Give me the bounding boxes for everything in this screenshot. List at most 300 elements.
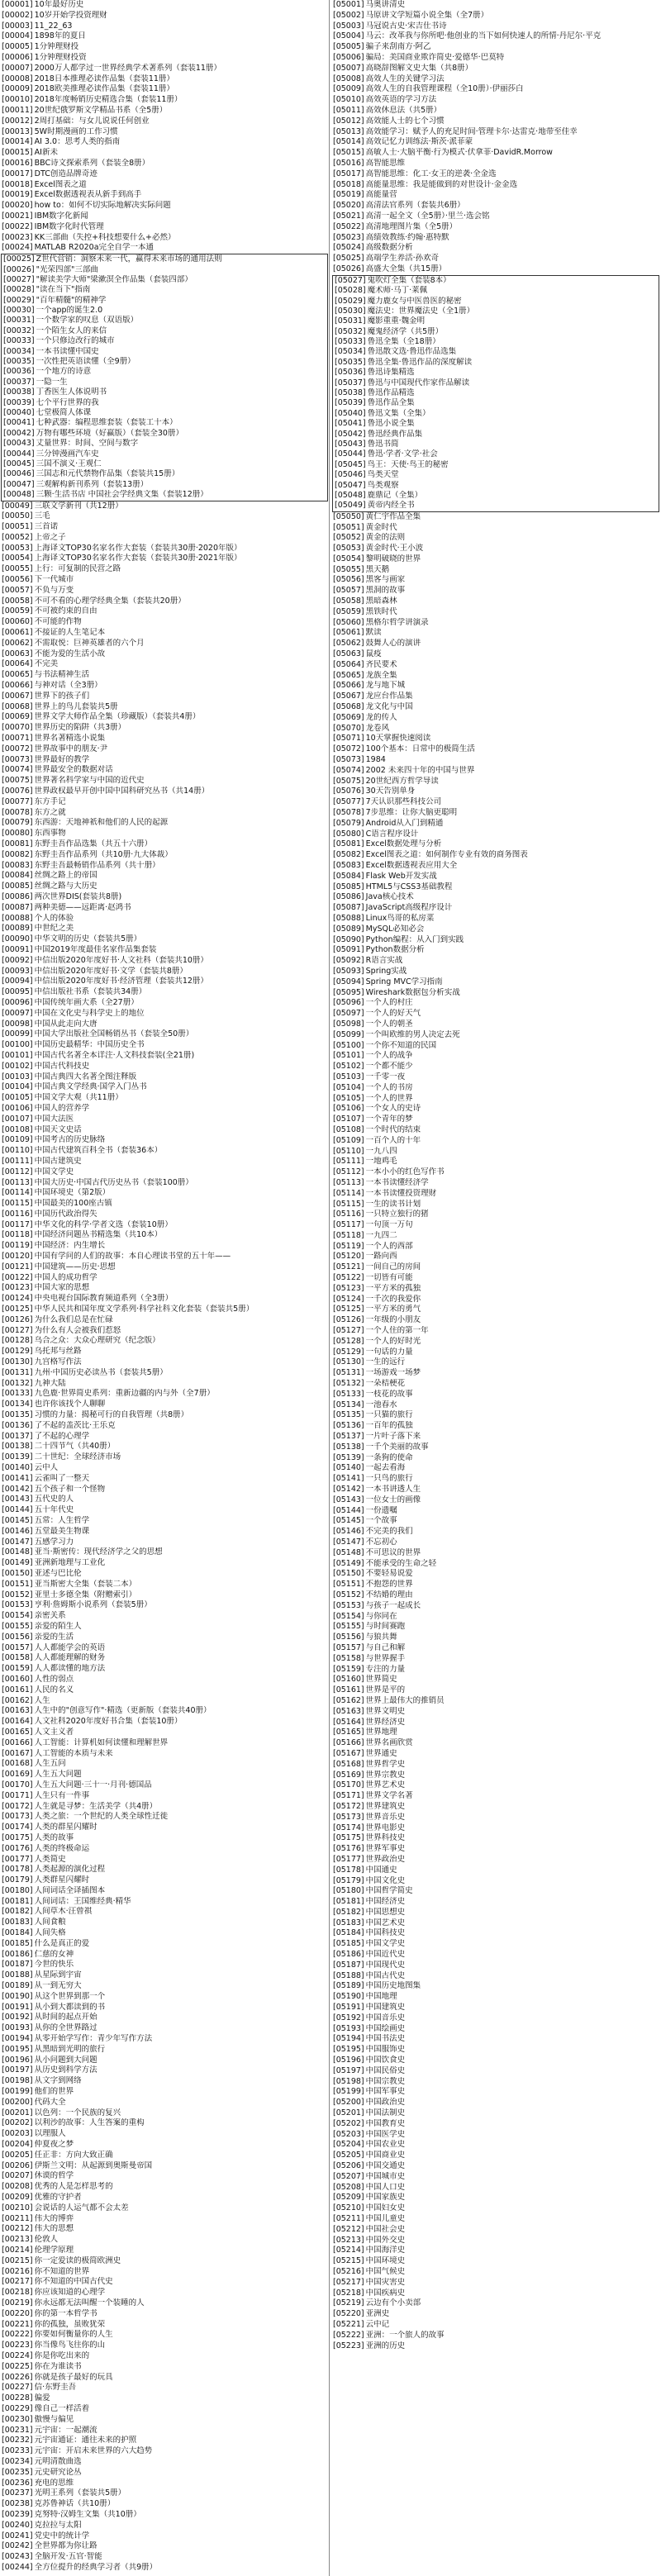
list-item <box>331 2161 660 2172</box>
item-title: 马奥讲清史 <box>365 0 406 9</box>
item-code: [00208] <box>2 2182 33 2192</box>
item-title: 中国古代建筑百科全书（套装36本） <box>34 1146 163 1156</box>
item-code: [05147] <box>333 1538 364 1547</box>
list-item <box>331 1992 660 2003</box>
item-title: 云中人 <box>34 1463 59 1473</box>
list-item <box>331 1019 660 1030</box>
item-code: [05048] <box>335 490 366 500</box>
list-item <box>331 1125 660 1136</box>
item-title: 中国有学问的人们的故事：本自心理读书堂的五十年—— <box>34 1252 231 1262</box>
list-item <box>331 586 660 596</box>
item-code: [05135] <box>333 1410 364 1420</box>
item-code: [05212] <box>333 2224 364 2234</box>
item-code: [00071] <box>2 734 33 744</box>
item-title: 魔力鹿女与中医兽医的秘密 <box>367 296 462 306</box>
item-title: 中国法制史 <box>365 2108 406 2118</box>
list-item <box>0 1283 329 1294</box>
item-code: [00118] <box>2 1230 33 1240</box>
list-item <box>331 1390 660 1400</box>
list-item <box>2 357 327 367</box>
item-title: Python数据分析 <box>365 945 425 955</box>
item-code: [05201] <box>333 2108 364 2118</box>
list-item <box>331 95 660 106</box>
item-title: 世界电影史 <box>365 1823 406 1832</box>
list-item <box>0 2182 329 2193</box>
item-title: 10天掌握快速阅读 <box>365 734 431 744</box>
item-title: 像自己一样活着 <box>34 2403 90 2413</box>
item-code: [05174] <box>333 1823 364 1832</box>
list-item <box>0 998 329 1009</box>
item-code: [05167] <box>333 1748 364 1758</box>
item-title: 一平方米的勇气 <box>365 1305 421 1314</box>
list-item <box>0 734 329 744</box>
list-item <box>331 2087 660 2098</box>
item-title: 中世纪之美 <box>34 924 74 934</box>
item-code: [05010] <box>333 95 364 105</box>
item-code: [05172] <box>333 1801 364 1811</box>
list-item <box>0 31 329 42</box>
item-code: [00183] <box>2 1918 33 1927</box>
list-item <box>2 347 327 357</box>
item-title: 一个你不知道的民国 <box>365 1040 437 1050</box>
item-title: 中国现代史 <box>365 1960 406 1970</box>
item-title: 人工智能：计算机如何读懂和理解世界 <box>34 1737 169 1747</box>
item-code: [05203] <box>333 2129 364 2139</box>
item-title: 傲慢与偏见 <box>34 2414 74 2424</box>
item-code: [05223] <box>333 2341 364 2350</box>
item-code: [05020] <box>333 201 364 211</box>
item-code: [05121] <box>333 1262 364 1272</box>
list-item <box>333 276 659 286</box>
item-code: [05118] <box>333 1230 364 1240</box>
item-code: [00005] <box>2 42 33 52</box>
list-item <box>0 1305 329 1315</box>
item-title: 克苏鲁神话（共10册） <box>34 2499 116 2509</box>
item-code: [00076] <box>2 787 33 796</box>
item-code: [05190] <box>333 1992 364 2002</box>
item-title: 东野圭吾作品系列（共10册·九大体裁） <box>34 849 173 859</box>
item-title: 骗局：美国商业欺诈简史·爱德华·巴莫特 <box>365 52 505 62</box>
item-code: [05054] <box>333 554 364 563</box>
item-code: [05034] <box>335 347 366 357</box>
item-code: [00027] <box>3 274 35 284</box>
list-item <box>331 222 660 233</box>
item-code: [05143] <box>333 1495 364 1504</box>
list-item <box>0 1886 329 1897</box>
list-item <box>333 460 659 470</box>
item-code: [05160] <box>333 1675 364 1685</box>
item-code: [05051] <box>333 522 364 532</box>
item-code: [00211] <box>2 2213 33 2223</box>
item-title: 马云：改革我与你所吧·他创业的当下如何快速人的所情·丹尼尔·平克 <box>365 31 602 41</box>
list-item <box>0 1675 329 1685</box>
right-column <box>331 0 660 2576</box>
item-code: [00205] <box>2 2150 33 2160</box>
item-title: 一个人的好天气 <box>365 1009 421 1019</box>
item-title: 中国科技史 <box>365 1928 406 1938</box>
item-title: 一片叶子落下来 <box>365 1432 421 1442</box>
item-title: 一只鸟的旅行 <box>365 1474 413 1484</box>
item-title: 7步思维：让你大脑更聪明 <box>365 808 458 818</box>
item-title: 1898年的夏日 <box>34 31 86 41</box>
list-item <box>331 2013 660 2024</box>
item-title: 亚当·斯密传：现代经济学之父的思想 <box>34 1547 163 1557</box>
item-code: [05043] <box>335 439 366 449</box>
list-item <box>0 1569 329 1580</box>
item-title: 中央电视台国际教育频道系列（全3册） <box>34 1294 174 1304</box>
item-code: [05105] <box>333 1093 364 1103</box>
list-item <box>0 2362 329 2373</box>
item-code: [00235] <box>2 2467 33 2477</box>
item-title: 一只特立独行的猪 <box>365 1210 429 1219</box>
item-code: [05176] <box>333 1844 364 1854</box>
list-item <box>0 2488 329 2499</box>
item-title: 中国经济问题丛书精选集（共10本） <box>34 1230 163 1240</box>
item-code: [00231] <box>2 2425 33 2435</box>
item-code: [05070] <box>333 723 364 733</box>
item-title: 五堂最美生物课 <box>34 1526 90 1536</box>
item-title: 中国民俗史 <box>365 2065 406 2075</box>
item-title: 个人的体验 <box>34 913 74 923</box>
list-item <box>0 2457 329 2468</box>
list-item <box>0 2171 329 2182</box>
item-code: [00051] <box>2 522 33 532</box>
item-code: [00061] <box>2 628 33 638</box>
item-title: 专注的力量 <box>365 1664 406 1674</box>
item-title: 中信出版2020年度好书·文学（套装共8册） <box>34 966 188 976</box>
item-code: [05001] <box>333 0 364 9</box>
item-code: [00020] <box>2 201 33 211</box>
item-code: [00091] <box>2 944 33 954</box>
list-item <box>331 2203 660 2214</box>
list-item <box>331 2003 660 2013</box>
item-title: 他们的世界 <box>34 2087 74 2097</box>
list-item <box>331 1326 660 1337</box>
item-code: [00137] <box>2 1431 33 1441</box>
item-code: [05152] <box>333 1590 364 1599</box>
item-title: 30天告别单身 <box>365 787 416 796</box>
item-code: [05120] <box>333 1252 364 1262</box>
item-code: [05008] <box>333 74 364 83</box>
item-code: [05146] <box>333 1527 364 1537</box>
item-code: [05155] <box>333 1622 364 1632</box>
item-title: 一本书读懂中国史 <box>36 346 99 356</box>
item-title: 你的第一本哲学书 <box>34 2308 97 2318</box>
list-item <box>0 2140 329 2151</box>
item-title: 中国经济史 <box>365 1897 406 1907</box>
list-item <box>331 2077 660 2088</box>
item-code: [05208] <box>333 2182 364 2192</box>
item-title: 黑格尔哲学讲演录 <box>365 617 429 627</box>
item-title: 一个青年的梦 <box>365 1115 413 1124</box>
item-title: Spring实战 <box>365 966 407 976</box>
list-item <box>0 1210 329 1220</box>
item-code: [00156] <box>2 1632 33 1642</box>
item-code: [05026] <box>333 264 364 273</box>
item-code: [05154] <box>333 1611 364 1621</box>
item-title: 中信出版2020年度好书·人文社科（套装共10册） <box>34 955 208 965</box>
item-title: 一平方米的孤独 <box>365 1283 421 1293</box>
item-code: [05153] <box>333 1600 364 1610</box>
item-code: [00112] <box>2 1167 33 1176</box>
item-title: 一个数学家的叹息（双语版） <box>36 316 139 326</box>
item-title: 元宇宙通证：通往未来的护照 <box>34 2436 137 2445</box>
item-title: 一个人的朝圣 <box>365 1019 413 1029</box>
item-title: 一个女人的史诗 <box>365 1104 421 1114</box>
list-item <box>0 1918 329 1928</box>
item-code: [00158] <box>2 1653 33 1663</box>
list-item <box>0 1992 329 2003</box>
list-item <box>0 639 329 649</box>
item-title: 中国历史地图集 <box>365 1981 421 1991</box>
item-title: 鲁迅全集·鲁迅作品的深度解读 <box>367 357 473 367</box>
item-title: 中国古建筑史 <box>34 1156 82 1166</box>
item-code: [00162] <box>2 1695 33 1705</box>
list-item <box>0 1389 329 1400</box>
item-title: 鲁迅作品全集 <box>367 398 415 408</box>
item-code: [05144] <box>333 1505 364 1515</box>
list-item <box>331 2341 660 2352</box>
list-item <box>331 1770 660 1781</box>
item-code: [00212] <box>2 2224 33 2234</box>
list-item <box>331 2098 660 2108</box>
list-item <box>2 398 327 408</box>
item-code: [05014] <box>333 137 364 147</box>
item-title: 一句话的力量 <box>365 1347 413 1357</box>
list-item <box>0 2013 329 2023</box>
item-title: 世界名画欣赏 <box>365 1738 413 1748</box>
item-code: [00175] <box>2 1832 33 1842</box>
item-code: [05133] <box>333 1389 364 1399</box>
item-code: [00044] <box>3 449 35 459</box>
item-title: 从时间的起点开始 <box>34 2013 97 2022</box>
item-code: [05194] <box>333 2034 364 2044</box>
list-item <box>331 808 660 819</box>
item-title: 人间食粮 <box>34 1918 66 1927</box>
list-item <box>331 850 660 861</box>
item-code: [00073] <box>2 754 33 764</box>
list-item <box>0 1315 329 1326</box>
list-item <box>331 2331 660 2341</box>
item-code: [05057] <box>333 586 364 596</box>
item-title: Linux鸟哥的私房菜 <box>365 913 435 923</box>
list-item <box>333 286 659 296</box>
list-item <box>0 222 329 233</box>
list-item <box>331 1928 660 1939</box>
left-column <box>0 0 330 2576</box>
item-title: 世界历史的陷阱（共3册） <box>34 723 126 733</box>
item-title: 中国疾病史 <box>365 2288 406 2298</box>
item-code: [05089] <box>333 924 364 934</box>
item-code: [05148] <box>333 1547 364 1557</box>
item-code: [00117] <box>2 1219 33 1229</box>
list-item <box>0 934 329 945</box>
list-item <box>0 1230 329 1241</box>
item-code: [05180] <box>333 1886 364 1896</box>
list-item <box>331 1643 660 1654</box>
item-code: [05038] <box>335 388 366 398</box>
item-code: [00018] <box>2 179 33 189</box>
item-title: 你不知道的世界 <box>34 2266 90 2276</box>
item-title: 鲁迅书简 <box>367 439 399 449</box>
item-code: [00230] <box>2 2414 33 2424</box>
item-code: [00032] <box>3 326 35 335</box>
list-item <box>0 2510 329 2521</box>
item-code: [05049] <box>335 501 366 511</box>
list-item <box>0 2383 329 2393</box>
list-item <box>331 21 660 32</box>
item-title: Python编程：从入门到实践 <box>365 934 464 944</box>
item-title: 不可不看的心理学经典全集（套装共20册） <box>34 596 186 606</box>
item-code: [05101] <box>333 1051 364 1061</box>
list-item <box>331 839 660 850</box>
list-item <box>0 744 329 755</box>
list-item <box>0 1833 329 1844</box>
list-item <box>0 1294 329 1305</box>
item-code: [00114] <box>2 1188 33 1198</box>
item-title: 与孩子一起成长 <box>365 1600 421 1610</box>
list-item <box>0 21 329 32</box>
item-title: 高晓辞图解文史大集（共8册） <box>365 63 473 73</box>
item-title: 你一定爱读的极简欧洲史 <box>34 2255 121 2265</box>
item-code: [05104] <box>333 1082 364 1092</box>
item-title: 世界音乐史 <box>365 1812 406 1822</box>
list-item <box>0 2563 329 2574</box>
list-item <box>0 1167 329 1178</box>
item-title: 黑洞的故事 <box>365 586 406 596</box>
list-item <box>0 1759 329 1770</box>
item-code: [05102] <box>333 1062 364 1072</box>
item-title: R语言实战 <box>365 956 403 966</box>
item-title: 中国灾害史 <box>365 2277 406 2287</box>
list-item <box>333 327 659 337</box>
item-title: 仁慈的女神 <box>34 1949 74 1959</box>
item-code: [05016] <box>333 158 364 168</box>
list-item <box>0 575 329 586</box>
item-title: 万物有哪些环境（好赢版）（套装全30册） <box>36 428 183 438</box>
item-title: BBC诗文探索系列（套装全8册） <box>34 158 150 168</box>
item-code: [05065] <box>333 670 364 680</box>
list-item <box>331 1463 660 1474</box>
list-item <box>333 419 659 429</box>
item-title: 一个陌生女人的来信 <box>36 326 107 335</box>
item-code: [05007] <box>333 63 364 73</box>
item-title: 鼠疫 <box>365 649 382 659</box>
list-item <box>0 1188 329 1199</box>
item-title: 2018年度畅销历史精选合集（套装11册） <box>34 95 183 105</box>
item-title: 龙与地下城 <box>365 681 406 691</box>
list-item <box>0 1029 329 1040</box>
list-item <box>331 639 660 649</box>
list-item <box>0 243 329 254</box>
item-title: HTML5与CSS3基础教程 <box>365 882 453 891</box>
list-item <box>331 264 660 275</box>
list-item <box>331 1950 660 1961</box>
list-item <box>331 1601 660 1612</box>
item-code: [00181] <box>2 1896 33 1906</box>
item-title: 从这个世界到那一个 <box>34 1991 106 2001</box>
item-code: [05171] <box>333 1791 364 1801</box>
item-title: 元宇宙：一起潮流 <box>34 2425 97 2435</box>
item-code: [00067] <box>2 691 33 701</box>
item-title: 也许你该找个人聊聊 <box>34 1400 106 1409</box>
item-title: 不可被约束的自由 <box>34 606 97 616</box>
list-item <box>0 692 329 702</box>
item-title: 高智能思维 <box>365 158 406 168</box>
item-code: [05185] <box>333 1939 364 1949</box>
list-item <box>0 924 329 934</box>
item-code: [00070] <box>2 723 33 733</box>
item-title: 中国思想史 <box>365 1907 406 1917</box>
list-item <box>331 1654 660 1665</box>
item-title: 中国大历史·中国古代历史丛书（套装100册） <box>34 1177 193 1187</box>
list-item <box>333 378 659 388</box>
item-code: [00033] <box>3 336 35 346</box>
item-title: 你是你吃出来的 <box>34 2350 90 2360</box>
list-item <box>331 1178 660 1189</box>
item-code: [05207] <box>333 2171 364 2181</box>
list-item <box>331 777 660 787</box>
list-item <box>331 1707 660 1718</box>
list-item <box>331 1685 660 1696</box>
item-code: [00101] <box>2 1050 33 1060</box>
list-item <box>0 1252 329 1262</box>
item-code: [00031] <box>3 316 35 326</box>
item-code: [05031] <box>335 316 366 326</box>
list-item <box>0 2330 329 2341</box>
item-code: [05187] <box>333 1960 364 1970</box>
item-code: [05195] <box>333 2045 364 2055</box>
item-code: [00138] <box>2 1442 33 1452</box>
item-title: 高级数据分析 <box>365 243 413 253</box>
item-title: 伊斯兰文明：从起源到奥斯曼帝国 <box>34 2160 153 2170</box>
item-code: [00003] <box>2 21 33 31</box>
list-item <box>331 618 660 629</box>
item-code: [05222] <box>333 2330 364 2340</box>
item-title: 鸟王：天使·鸟王的秘密 <box>367 459 449 469</box>
list-item <box>331 1718 660 1728</box>
list-item <box>0 1347 329 1357</box>
list-item <box>331 787 660 797</box>
item-code: [00084] <box>2 871 33 881</box>
item-code: [05097] <box>333 1009 364 1019</box>
item-title: 中国服饰史 <box>365 2045 406 2055</box>
item-code: [00042] <box>3 428 35 438</box>
list-item <box>0 818 329 829</box>
item-code: [05170] <box>333 1780 364 1790</box>
item-title: 克拉拉与太阳 <box>34 2520 82 2530</box>
item-title: 黎明破晓的世界 <box>365 554 421 563</box>
item-title: 九州·中国历史必读丛书（套装共5册） <box>34 1367 168 1377</box>
item-title: 骗子来刮南方·阿乙 <box>365 42 431 52</box>
item-code: [00019] <box>2 190 33 200</box>
item-title: 中国天文史话 <box>34 1124 82 1134</box>
item-code: [00219] <box>2 2298 33 2307</box>
item-title: 高敏人士·大脑平衡·行为模式·伏拿菲·DavidR.Morrow <box>365 148 553 158</box>
list-item <box>0 2415 329 2426</box>
item-code: [00047] <box>3 479 35 489</box>
item-code: [05021] <box>333 211 364 221</box>
item-code: [05036] <box>335 368 366 378</box>
list-item <box>331 1886 660 1897</box>
list-item <box>331 31 660 42</box>
list-item <box>0 1115 329 1125</box>
list-item <box>0 2056 329 2066</box>
list-item <box>331 1051 660 1062</box>
item-title: 人人都能学会的英语 <box>34 1642 106 1652</box>
list-item <box>0 882 329 892</box>
item-code: [00016] <box>2 158 33 168</box>
